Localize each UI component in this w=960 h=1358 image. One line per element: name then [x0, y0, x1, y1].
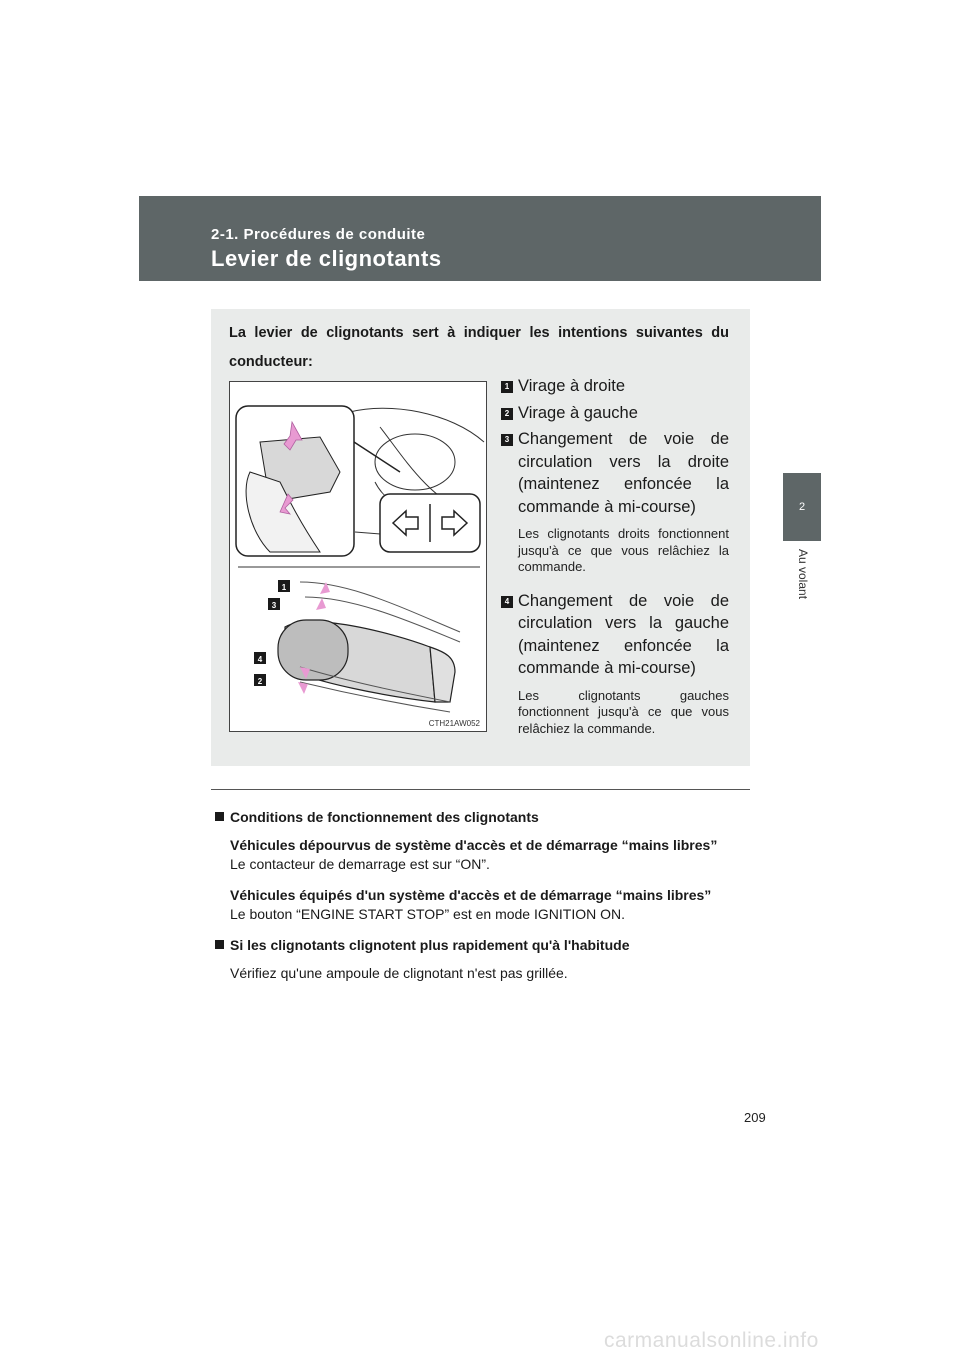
section-divider — [211, 789, 750, 790]
figure-code: CTH21AW052 — [428, 719, 480, 728]
item-number-badge: 4 — [501, 596, 513, 608]
chapter-tab: 2 — [783, 473, 821, 541]
note-heading-text: Si les clignotants clignotent plus rapidement qu'à l'habitude — [230, 937, 630, 953]
item-text: Changement de voie de circulation vers la gauche (maintenez enfoncée la commande à mi-course) — [518, 591, 729, 677]
note-body — [215, 964, 744, 983]
list-item — [501, 402, 729, 425]
item-text: Virage à gauche — [518, 403, 638, 422]
note-subheading: Véhicules dépourvus de système d'accès et de démarrage “mains libres” — [230, 837, 718, 853]
lever-diagram — [230, 382, 486, 731]
note-subheading: Véhicules équipés d'un système d'accès et de démarrage “mains libres” — [230, 887, 712, 903]
item-text: Virage à droite — [518, 377, 626, 395]
turn-signal-lever-illustration — [229, 381, 487, 732]
list-item — [501, 590, 729, 738]
up-arrow-icon — [316, 598, 326, 610]
item-number-badge: 1 — [501, 381, 513, 393]
item-number-badge: 2 — [501, 408, 513, 420]
note-heading-text: Conditions de fonctionnement des clignotants — [230, 809, 539, 825]
chapter-tab-label: Au volant — [796, 549, 810, 600]
intro-text: La levier de clignotants sert à indiquer les intentions suivantes du conducteur: — [229, 325, 729, 370]
note-text: Vérifiez qu'une ampoule de clignotant n'est pas grillée. — [230, 965, 568, 981]
section-number: 2-1. Procédures de conduite — [211, 226, 426, 243]
page-number: 209 — [744, 1110, 766, 1125]
item-number-badge: 3 — [501, 434, 513, 446]
item-text: Changement de voie de circulation vers la droite (maintenez enfoncée la commande à mi-course) — [518, 430, 729, 516]
note-body — [215, 836, 744, 924]
chapter-header — [139, 196, 821, 281]
figure-callout: 1 — [281, 583, 287, 592]
item-note: Les clignotants gauches fonctionnent jusqu'à ce que vous relâchiez la commande. — [518, 687, 729, 736]
watermark: carmanualsonline.info — [604, 1329, 819, 1352]
figure-callout: 4 — [257, 655, 263, 664]
down-arrow-icon — [298, 682, 308, 694]
note-heading — [215, 936, 744, 954]
square-bullet-icon — [215, 812, 224, 821]
page-title: Levier de clignotants — [211, 246, 442, 271]
notes-section — [215, 808, 744, 995]
signal-list — [501, 375, 729, 737]
info-box — [211, 309, 750, 766]
list-item — [501, 428, 729, 576]
figure-callout: 2 — [257, 677, 263, 686]
note-text: Le contacteur de demarrage est sur “ON”. — [230, 856, 490, 872]
list-item — [501, 375, 729, 398]
square-bullet-icon — [215, 940, 224, 949]
figure-callout: 3 — [271, 601, 277, 610]
note-heading — [215, 808, 744, 826]
item-note: Les clignotants droits fonctionnent jusqu'à ce que vous relâchiez la commande. — [518, 526, 729, 574]
note-text: Le bouton “ENGINE START STOP” est en mode IGNITION ON. — [230, 906, 625, 922]
